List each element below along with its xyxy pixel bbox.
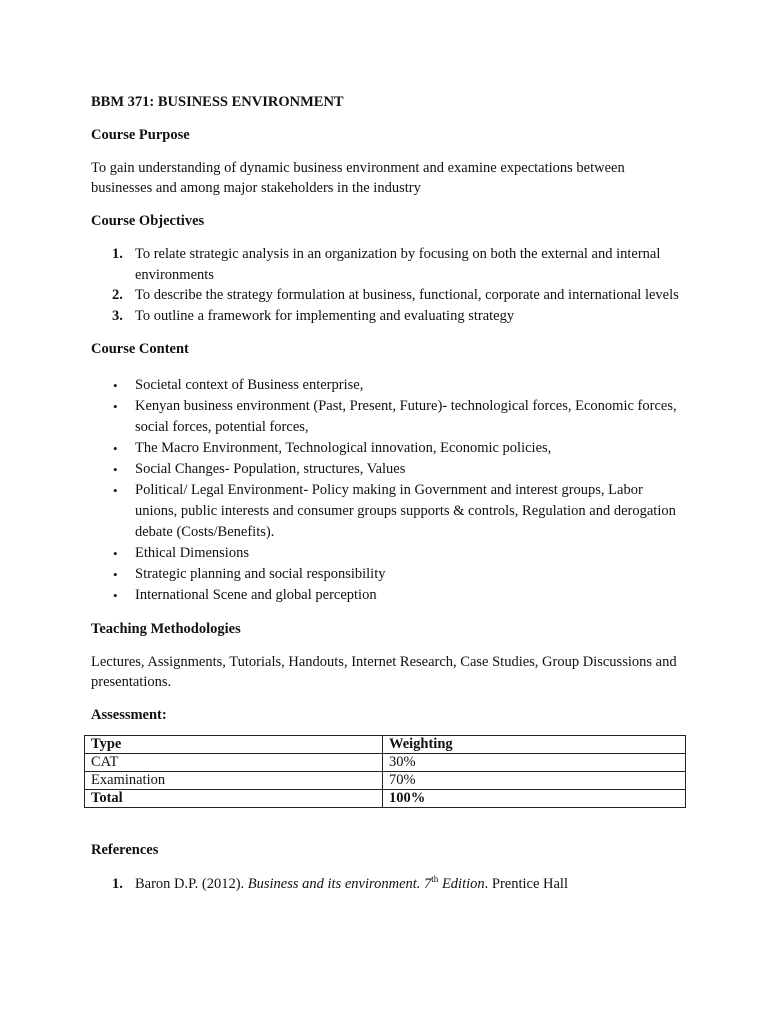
course-content-list [91,375,684,606]
teaching-methodologies-text: Lectures, Assignments, Tutorials, Handouts, Internet Research, Case Studies, Group Discussions and presentations. [91,654,677,690]
table-cell: 100% [383,790,686,808]
reference-title: Business and its environment. 7 [247,876,432,892]
content-item-text: International Scene and global perception [135,587,377,603]
content-item [91,438,684,459]
content-item [91,480,684,543]
table-cell: 70% [383,772,686,790]
reference-superscript: th [431,874,439,884]
reference-edition: Edition [438,876,485,892]
content-item-text: Kenyan business environment (Past, Present, Future)- technological forces, Economic forces, social forces, potential forces, [135,398,677,435]
bullet-icon: • [113,483,118,498]
objective-number: 2. [112,287,123,303]
table-header-cell: Type [85,736,383,754]
course-content-heading: Course Content [91,341,189,357]
objective-number: 3. [112,307,123,324]
course-objectives-heading: Course Objectives [91,213,205,229]
objective-item [91,285,684,306]
objective-text: To relate strategic analysis in an organization by focusing on both the external and internal environments [135,246,661,283]
reference-item [91,874,684,894]
content-item-text: Ethical Dimensions [135,545,249,561]
content-item-text: Societal context of Business enterprise, [135,377,364,393]
bullet-icon: • [113,588,118,603]
reference-author: Baron D.P. (2012). [135,876,248,892]
content-item [91,585,684,606]
table-row [85,772,686,790]
course-objectives-list [91,244,684,326]
content-item [91,375,684,396]
bullet-icon: • [113,462,118,477]
content-item [91,543,684,564]
table-cell: Total [85,790,383,808]
content-item [91,459,684,480]
content-item-text: The Macro Environment, Technological innovation, Economic policies, [135,440,552,456]
reference-publisher: . Prentice Hall [484,876,568,892]
assessment-table [84,735,686,808]
objective-text: To outline a framework for implementing and evaluating strategy [135,307,515,324]
table-row [85,754,686,772]
bullet-icon: • [113,546,118,561]
table-cell: CAT [85,754,383,772]
references-list [91,874,684,894]
table-cell: Examination [85,772,383,790]
content-item-text: Political/ Legal Environment- Policy making in Government and interest groups, Labor unions, public interests and consumer groups supports & controls, Regulation and derogation debate (Costs/Benefits). [135,482,676,540]
content-item-text: Social Changes- Population, structures, Values [135,461,406,477]
bullet-icon: • [113,378,118,393]
objective-item [91,244,684,285]
course-purpose-heading: Course Purpose [91,127,190,143]
reference-number: 1. [112,876,123,892]
objective-number: 1. [112,246,123,262]
table-cell: 30% [383,754,686,772]
table-total-row [85,790,686,808]
course-purpose-text: To gain understanding of dynamic business environment and examine expectations between businesses and among major stakeholders in the industry [91,160,625,196]
table-header-cell: Weighting [383,736,686,754]
content-item [91,396,684,438]
references-heading: References [91,842,159,858]
table-header-row [85,736,686,754]
content-item-text: Strategic planning and social responsibility [135,566,386,582]
teaching-methodologies-heading: Teaching Methodologies [91,621,241,637]
bullet-icon: • [113,567,118,582]
assessment-heading: Assessment: [91,707,167,723]
objective-item [91,306,684,327]
content-item [91,564,684,585]
bullet-icon: • [113,399,118,414]
document-title: BBM 371: BUSINESS ENVIRONMENT [91,94,344,110]
bullet-icon: • [113,441,118,456]
objective-text: To describe the strategy formulation at business, functional, corporate and international levels [135,287,679,303]
